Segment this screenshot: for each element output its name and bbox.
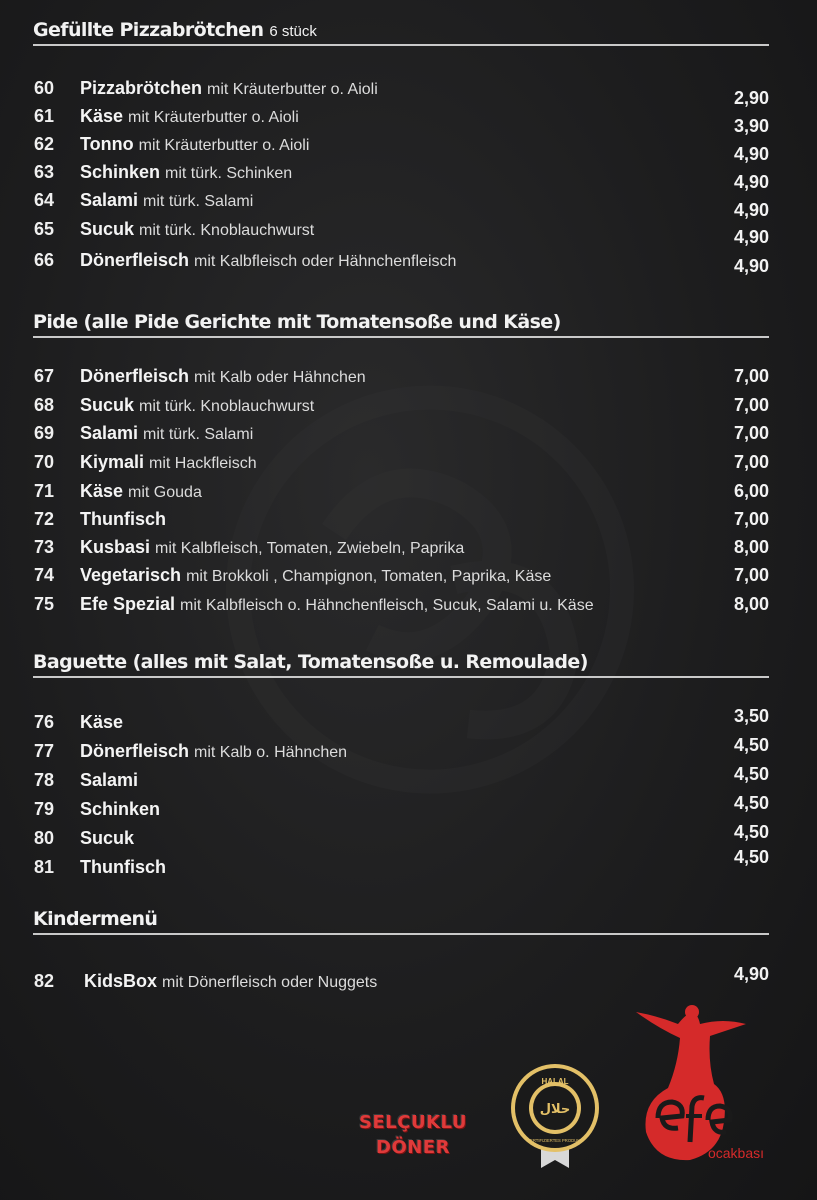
item-name: Kiymali (80, 452, 145, 472)
item-number: 61 (34, 106, 55, 126)
halal-certified-badge (507, 1062, 603, 1170)
menu-item (0, 537, 817, 563)
menu-item (0, 250, 817, 276)
item-name: Käse (80, 106, 124, 126)
item-price: 4,50 (733, 847, 769, 867)
item-price: 7,00 (733, 452, 769, 472)
section-title: Pide (alle Pide Gerichte mit Tomatensoße und Käse) (33, 311, 561, 333)
menu-item (0, 509, 817, 535)
section-subtitle: 6 stück (269, 23, 317, 40)
item-price: 7,00 (733, 395, 769, 415)
item-price: 4,90 (733, 200, 769, 220)
item-number: 71 (34, 481, 55, 501)
menu-item (0, 395, 817, 421)
menu-item (0, 366, 817, 392)
item-price: 4,50 (733, 764, 769, 784)
item-detail: mit Kräuterbutter o. Aioli (138, 137, 310, 154)
item-price: 4,90 (733, 256, 769, 276)
section-header (33, 646, 769, 678)
menu-item (0, 423, 817, 449)
item-price: 4,90 (733, 172, 769, 192)
item-number: 63 (34, 162, 55, 182)
item-detail: mit Hackfleisch (149, 455, 257, 472)
item-detail: mit Kalb o. Hähnchen (194, 744, 348, 761)
efe-ocakbasi-logo (628, 1002, 778, 1180)
section-header (33, 903, 769, 935)
item-price: 4,90 (733, 227, 769, 247)
item-price: 6,00 (733, 481, 769, 501)
item-number: 73 (34, 537, 55, 557)
section-title: Baguette (alles mit Salat, Tomatensoße u. Remoulade) (33, 651, 588, 673)
section-title: Kindermenü (33, 908, 158, 930)
item-detail: mit Kalbfleisch oder Hähnchenfleisch (194, 253, 457, 270)
item-number: 77 (34, 741, 55, 761)
item-number: 62 (34, 134, 55, 154)
menu-item (0, 735, 817, 767)
item-price: 8,00 (733, 537, 769, 557)
item-name: Dönerfleisch (80, 366, 190, 386)
item-name: Thunfisch (80, 857, 166, 877)
item-name: Sucuk (80, 219, 135, 239)
item-name: Dönerfleisch (80, 250, 190, 270)
item-price: 4,50 (733, 793, 769, 813)
item-price: 7,00 (733, 565, 769, 585)
item-detail: mit Kalbfleisch, Tomaten, Zwiebeln, Paprika (155, 540, 465, 557)
item-price: 3,50 (733, 706, 769, 726)
item-number: 70 (34, 452, 55, 472)
selcuklu-doener-logo (348, 1110, 478, 1160)
menu-item (0, 594, 817, 620)
menu-item (0, 764, 817, 796)
item-number: 72 (34, 509, 55, 529)
menu-item (0, 452, 817, 478)
item-name: Schinken (80, 162, 161, 182)
item-price: 4,90 (733, 144, 769, 164)
halal-badge-bottom-text: ZERTIFIZIERTES PRODUKT (527, 1138, 583, 1143)
item-name: Tonno (80, 134, 134, 154)
item-name: Dönerfleisch (80, 741, 190, 761)
item-name: Schinken (80, 799, 161, 819)
item-number: 76 (34, 712, 55, 732)
item-number: 66 (34, 250, 55, 270)
item-number: 68 (34, 395, 55, 415)
item-price: 4,50 (733, 735, 769, 755)
halal-badge-top-text: HALAL (541, 1077, 569, 1086)
item-price: 2,90 (733, 88, 769, 108)
menu-item (0, 847, 817, 883)
item-name: Kusbasi (80, 537, 151, 557)
item-name: KidsBox (84, 971, 158, 991)
selcuklu-logo-line1: SELÇUKLU (359, 1112, 467, 1133)
item-detail: mit türk. Salami (143, 193, 254, 210)
item-name: Salami (80, 190, 139, 210)
item-name: Käse (80, 712, 124, 732)
item-detail: mit Kräuterbutter o. Aioli (207, 81, 378, 98)
item-name: Pizzabrötchen (80, 78, 203, 98)
item-name: Salami (80, 423, 139, 443)
menu-item (0, 481, 817, 507)
item-price: 7,00 (733, 509, 769, 529)
item-number: 82 (34, 971, 55, 991)
item-detail: mit Dönerfleisch oder Nuggets (162, 974, 378, 991)
item-number: 79 (34, 799, 55, 819)
item-number: 67 (34, 366, 55, 386)
halal-badge-arabic-text: حلال (539, 1102, 571, 1117)
item-number: 69 (34, 423, 55, 443)
menu-item (0, 793, 817, 825)
section-title: Gefüllte Pizzabrötchen 6 stück (33, 19, 317, 41)
menu-item (0, 706, 817, 738)
item-detail: mit Kalb oder Hähnchen (194, 369, 366, 386)
item-detail: mit türk. Salami (143, 426, 254, 443)
item-number: 80 (34, 828, 55, 848)
section-header (33, 14, 769, 46)
item-detail: mit türk. Knoblauchwurst (139, 398, 315, 415)
item-name: Sucuk (80, 828, 135, 848)
menu-item (0, 134, 817, 164)
item-name: Sucuk (80, 395, 135, 415)
item-detail: mit Kalbfleisch o. Hähnchenfleisch, Sucuk, Salami u. Käse (180, 597, 594, 614)
item-detail: mit türk. Schinken (165, 165, 293, 182)
efe-logo-text: ocakbası (707, 1145, 765, 1161)
item-price: 4,50 (733, 822, 769, 842)
item-detail: mit Brokkoli , Champignon, Tomaten, Paprika, Käse (186, 568, 552, 585)
item-price: 7,00 (733, 366, 769, 386)
menu-item (0, 190, 817, 220)
item-detail: mit Gouda (128, 484, 202, 501)
menu-item (0, 106, 817, 136)
menu-item (0, 219, 817, 245)
item-price: 3,90 (733, 116, 769, 136)
menu-item (0, 162, 817, 192)
item-number: 81 (34, 857, 55, 877)
item-detail: mit Kräuterbutter o. Aioli (128, 109, 299, 126)
section-header (33, 306, 769, 338)
menu-item (0, 565, 817, 591)
item-number: 78 (34, 770, 55, 790)
item-number: 64 (34, 190, 55, 210)
menu-item (0, 822, 817, 854)
item-number: 60 (34, 78, 55, 98)
selcuklu-logo-line2: DÖNER (376, 1137, 450, 1158)
item-name: Vegetarisch (80, 565, 182, 585)
item-price: 7,00 (733, 423, 769, 443)
item-number: 65 (34, 219, 55, 239)
item-number: 74 (34, 565, 55, 585)
item-name: Efe Spezial (80, 594, 176, 614)
item-detail: mit türk. Knoblauchwurst (139, 222, 315, 239)
item-price: 4,90 (733, 964, 769, 984)
item-price: 8,00 (733, 594, 769, 614)
item-number: 75 (34, 594, 55, 614)
menu-item (0, 78, 817, 108)
item-name: Käse (80, 481, 124, 501)
item-name: Thunfisch (80, 509, 166, 529)
menu-item (0, 964, 817, 997)
item-name: Salami (80, 770, 139, 790)
